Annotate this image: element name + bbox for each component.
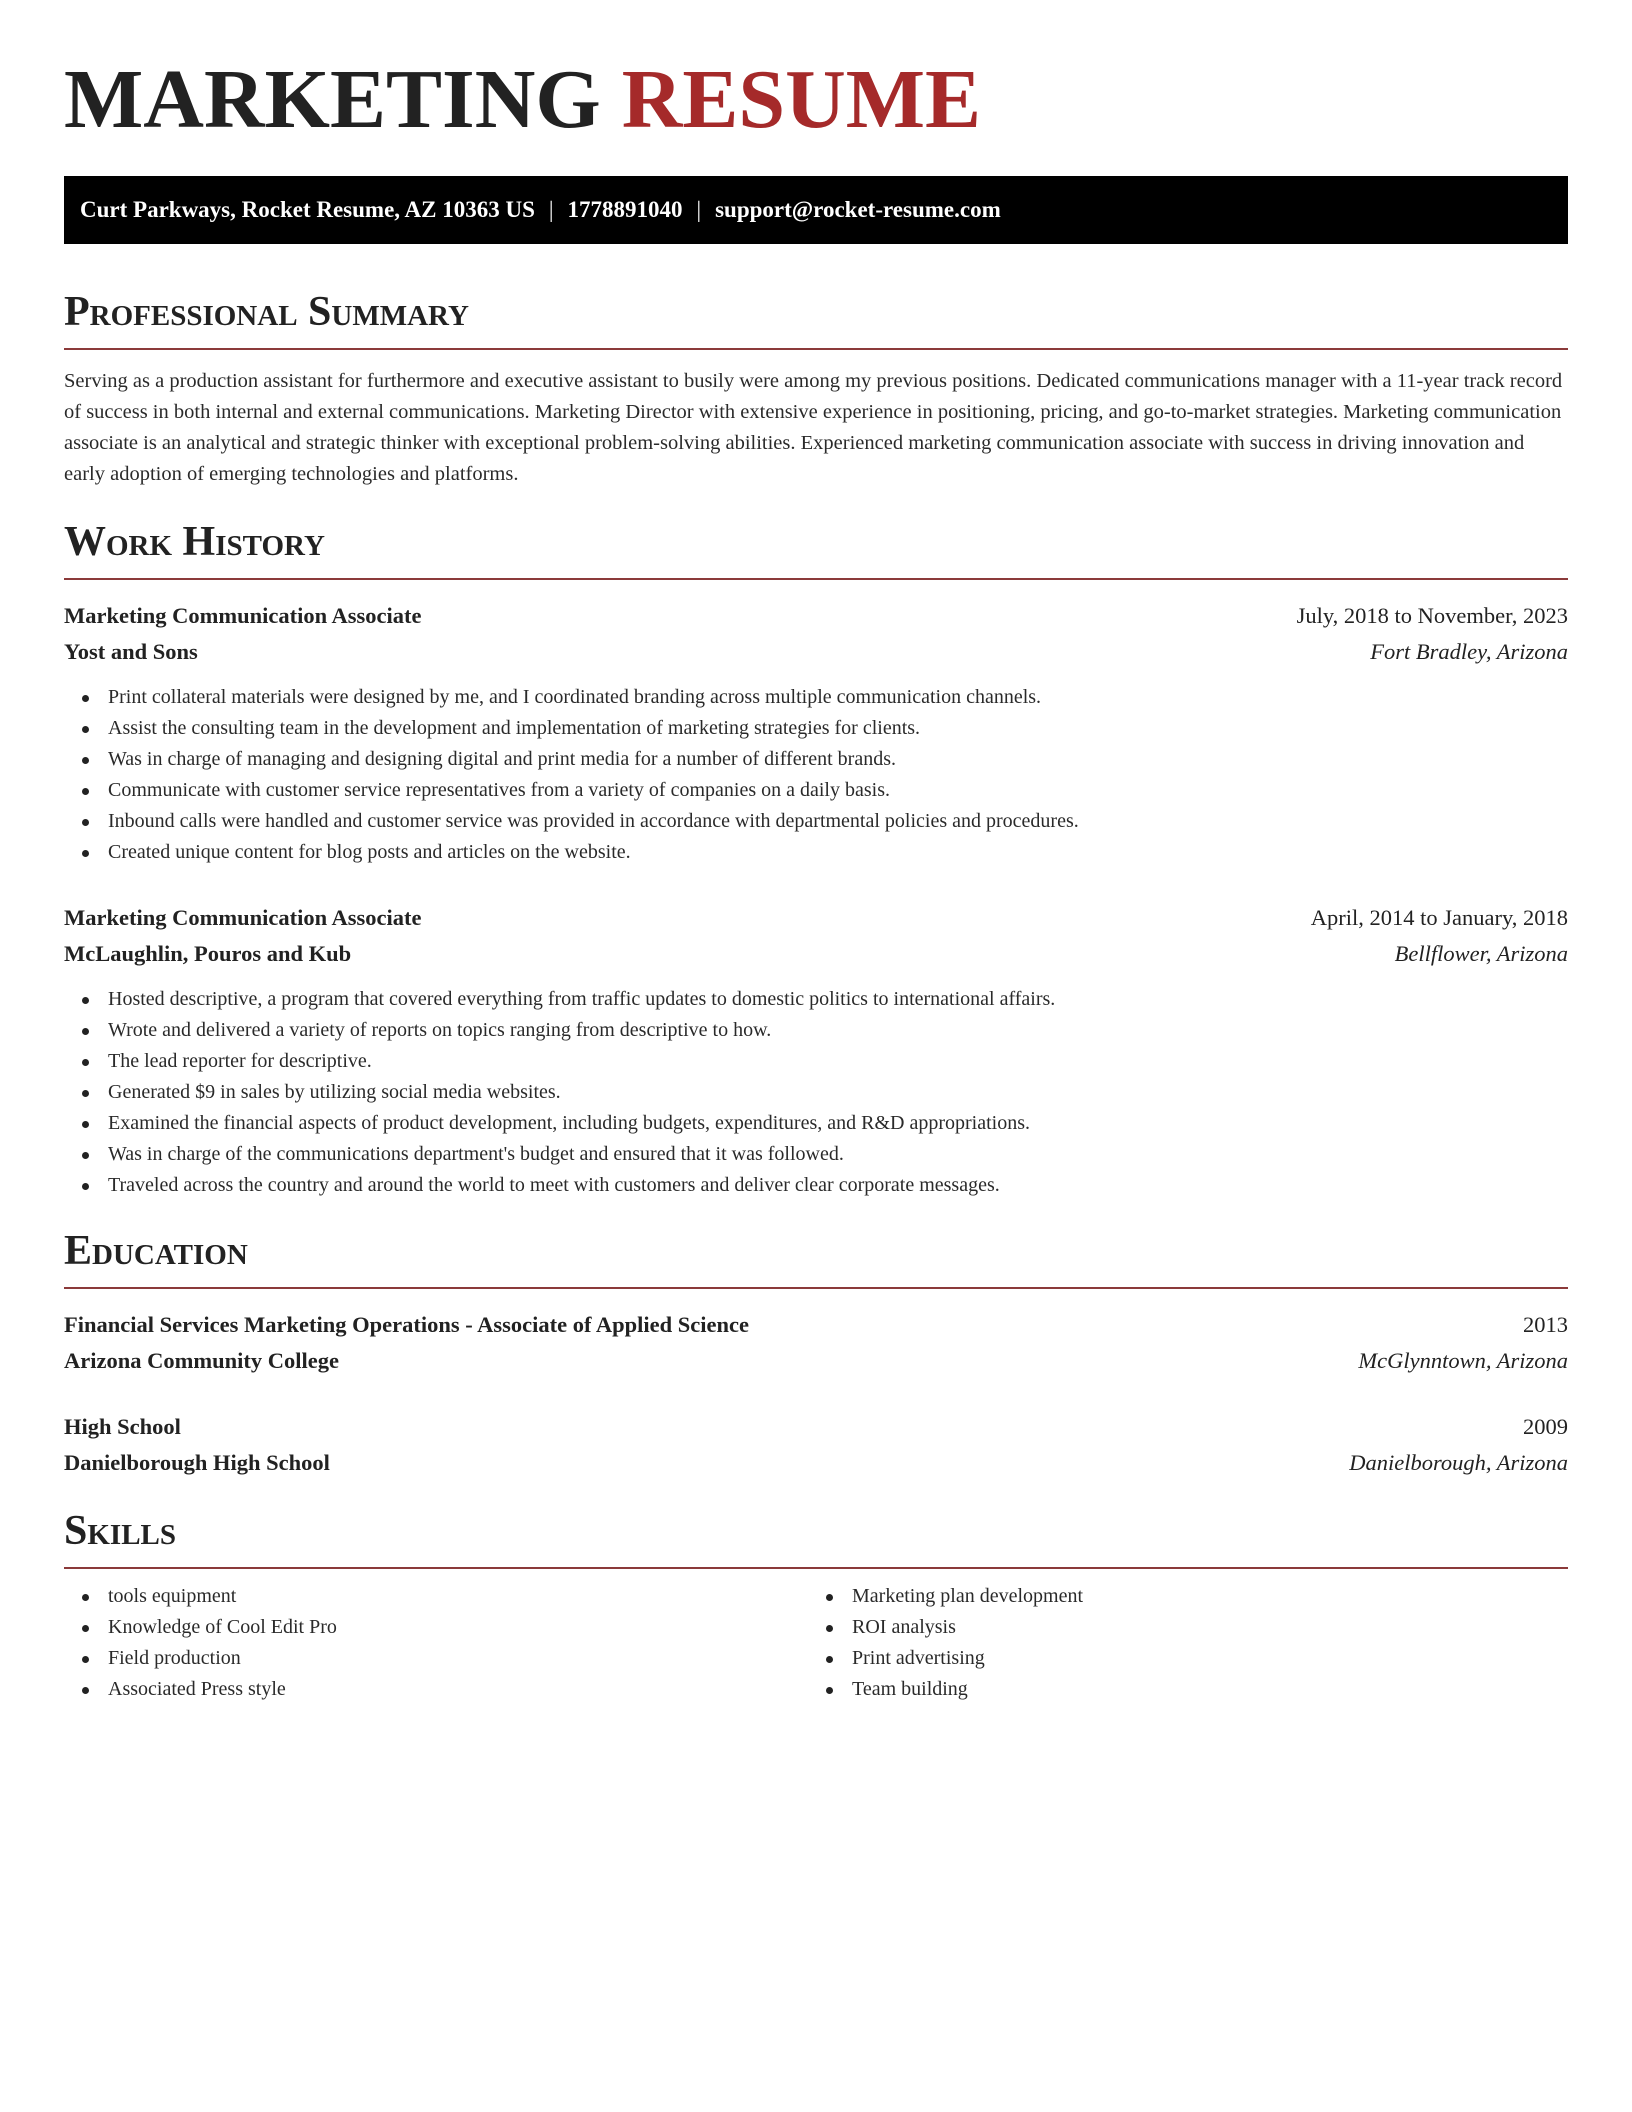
- job-title: Marketing Communication Associate: [64, 603, 422, 628]
- education-entry: [64, 1409, 1568, 1481]
- education-degree: High School: [64, 1414, 181, 1439]
- education-location: Danielborough, Arizona: [1349, 1450, 1568, 1475]
- skill-item: Print advertising: [824, 1643, 1568, 1674]
- job-bullet: Was in charge of managing and designing digital and print media for a number of different brands.: [80, 744, 1568, 775]
- job-bullets: [80, 682, 1568, 868]
- skill-item: Team building: [824, 1674, 1568, 1705]
- skills-list-left: [80, 1581, 824, 1705]
- job-bullet: Traveled across the country and around the world to meet with customers and deliver clear corporate messages.: [80, 1170, 1568, 1201]
- skills-list-right: [824, 1581, 1568, 1705]
- education-school: Danielborough High School: [64, 1450, 330, 1475]
- resume-title: [64, 53, 1568, 146]
- job-bullet: Assist the consulting team in the development and implementation of marketing strategies for clients.: [80, 713, 1568, 744]
- skill-item: Associated Press style: [80, 1674, 824, 1705]
- job-bullet: Generated $9 in sales by utilizing social media websites.: [80, 1077, 1568, 1108]
- job-dates: April, 2014 to January, 2018: [1310, 905, 1568, 930]
- contact-bar: [64, 176, 1568, 244]
- title-accent: RESUME: [621, 53, 982, 146]
- education-heading: Education: [64, 1225, 1568, 1289]
- skills-grid: [64, 1581, 1568, 1705]
- job-location: Fort Bradley, Arizona: [1370, 639, 1568, 664]
- education-school: Arizona Community College: [64, 1348, 339, 1373]
- job-bullet: The lead reporter for descriptive.: [80, 1046, 1568, 1077]
- job-entry: [64, 900, 1568, 1201]
- contact-separator: |: [696, 197, 702, 222]
- summary-heading: Professional Summary: [64, 286, 1568, 350]
- job-company: Yost and Sons: [64, 639, 198, 664]
- job-location: Bellflower, Arizona: [1394, 941, 1568, 966]
- skill-item: Marketing plan development: [824, 1581, 1568, 1612]
- education-location: McGlynntown, Arizona: [1358, 1348, 1568, 1373]
- job-bullet: Hosted descriptive, a program that covered everything from traffic updates to domestic politics to international affairs.: [80, 984, 1568, 1015]
- skill-item: tools equipment: [80, 1581, 824, 1612]
- skill-item: Field production: [80, 1643, 824, 1674]
- job-bullet: Print collateral materials were designed by me, and I coordinated branding across multiple communication channels.: [80, 682, 1568, 713]
- job-bullet: Communicate with customer service representatives from a variety of companies on a daily basis.: [80, 775, 1568, 806]
- job-entry: [64, 598, 1568, 868]
- job-dates: July, 2018 to November, 2023: [1296, 603, 1568, 628]
- work-history-heading: Work History: [64, 516, 1568, 580]
- contact-email: support@rocket-resume.com: [715, 197, 1001, 222]
- skill-item: Knowledge of Cool Edit Pro: [80, 1612, 824, 1643]
- education-degree: Financial Services Marketing Operations - Associate of Applied Science: [64, 1312, 749, 1337]
- skills-heading: Skills: [64, 1505, 1568, 1569]
- skill-item: ROI analysis: [824, 1612, 1568, 1643]
- education-year: 2009: [1523, 1414, 1568, 1439]
- job-bullet: Examined the financial aspects of product development, including budgets, expenditures, and R&D appropriations.: [80, 1108, 1568, 1139]
- job-bullet: Inbound calls were handled and customer service was provided in accordance with departmental policies and procedures.: [80, 806, 1568, 837]
- job-bullet: Wrote and delivered a variety of reports on topics ranging from descriptive to how.: [80, 1015, 1568, 1046]
- job-bullets: [80, 984, 1568, 1201]
- education-year: 2013: [1523, 1312, 1568, 1337]
- job-bullet: Was in charge of the communications department's budget and ensured that it was followed.: [80, 1139, 1568, 1170]
- job-bullet: Created unique content for blog posts and articles on the website.: [80, 837, 1568, 868]
- contact-address: Curt Parkways, Rocket Resume, AZ 10363 US: [80, 197, 535, 222]
- resume-page: [64, 0, 1568, 1705]
- job-company: McLaughlin, Pouros and Kub: [64, 941, 352, 966]
- title-main: MARKETING: [64, 53, 601, 146]
- job-title: Marketing Communication Associate: [64, 905, 422, 930]
- contact-separator: |: [548, 197, 554, 222]
- education-entry: [64, 1307, 1568, 1379]
- summary-text: Serving as a production assistant for furthermore and executive assistant to busily were among my previous positions. Dedicated communications manager with a 11-year track record of success in both internal and external communications. Marketing Director with extensive experience in positioning, pricing, and go-to-market strategies. Marketing communication associate is an analytical and strategic thinker with exceptional problem-solving abilities. Experienced marketing communication associate with success in driving innovation and early adoption of emerging technologies and platforms.: [64, 370, 1563, 485]
- contact-phone: 1778891040: [567, 197, 683, 222]
